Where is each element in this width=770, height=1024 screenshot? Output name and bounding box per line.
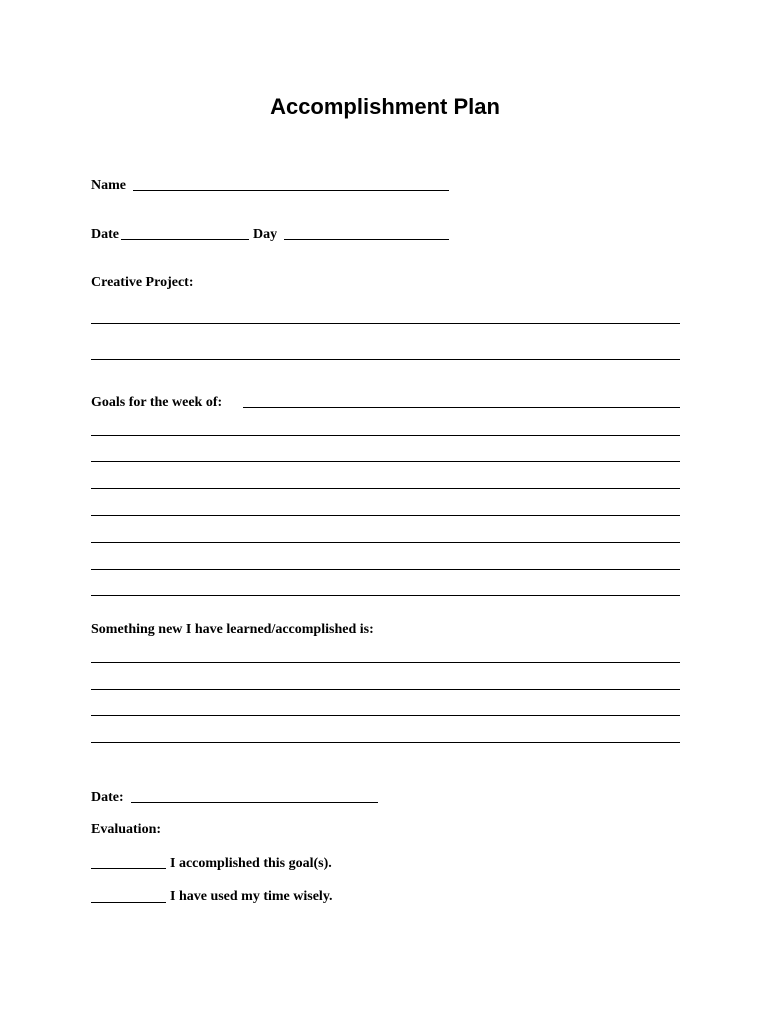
goals-line-4[interactable] [91, 515, 680, 516]
date2-field[interactable] [131, 802, 378, 803]
goals-line-7[interactable] [91, 595, 680, 596]
date-field[interactable] [121, 239, 249, 240]
learned-line-1[interactable] [91, 662, 680, 663]
goals-week-field[interactable] [243, 407, 680, 408]
goals-label: Goals for the week of: [91, 395, 223, 410]
name-field[interactable] [133, 190, 449, 191]
goals-line-1[interactable] [91, 435, 680, 436]
learned-line-2[interactable] [91, 689, 680, 690]
form-title: Accomplishment Plan [270, 94, 500, 119]
learned-line-3[interactable] [91, 715, 680, 716]
evaluation-check-2[interactable] [91, 902, 166, 903]
creative-project-line-1[interactable] [91, 323, 680, 324]
name-label: Name [91, 178, 126, 193]
goals-line-2[interactable] [91, 461, 680, 462]
creative-project-line-2[interactable] [91, 359, 680, 360]
learned-label: Something new I have learned/accomplished is: [91, 622, 374, 637]
evaluation-check-1[interactable] [91, 868, 166, 869]
goals-line-6[interactable] [91, 569, 680, 570]
goals-line-5[interactable] [91, 542, 680, 543]
learned-line-4[interactable] [91, 742, 680, 743]
evaluation-item-2: I have used my time wisely. [170, 889, 333, 904]
date-label: Date [91, 227, 119, 242]
day-field[interactable] [284, 239, 449, 240]
evaluation-label: Evaluation: [91, 822, 162, 837]
evaluation-item-1: I accomplished this goal(s). [170, 856, 332, 871]
day-label: Day [253, 227, 278, 242]
creative-project-label: Creative Project: [91, 275, 194, 290]
goals-line-3[interactable] [91, 488, 680, 489]
date2-label: Date: [91, 790, 124, 805]
